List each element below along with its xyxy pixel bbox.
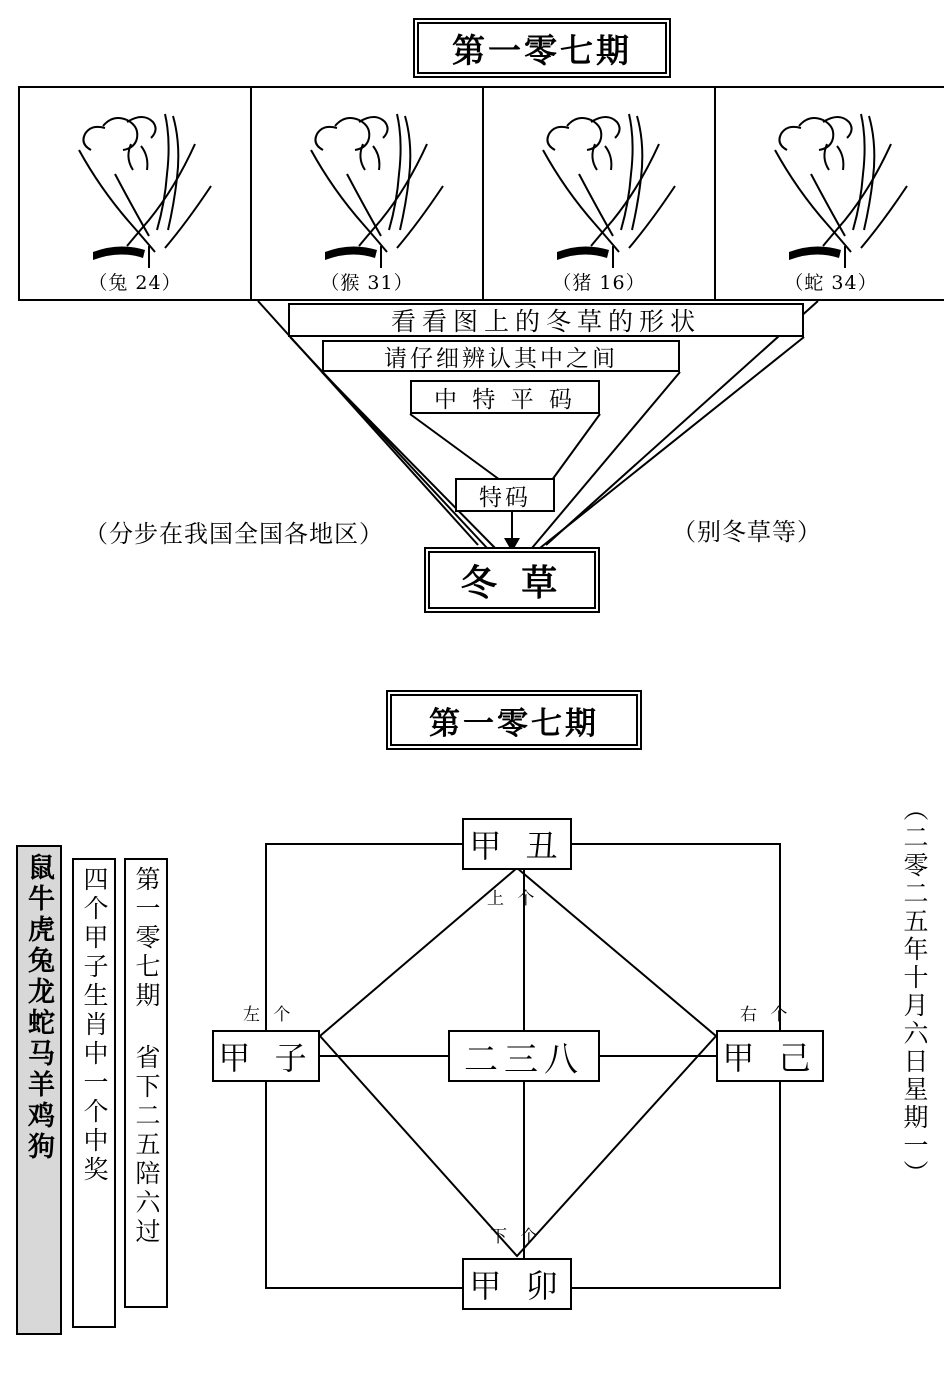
- orchid-plant-icon: [45, 96, 225, 271]
- diagram-node-top: 甲 丑: [462, 818, 572, 870]
- diagram-node-right: 甲 己: [716, 1030, 824, 1082]
- answer-box: 冬 草: [428, 551, 596, 609]
- issue-column: 第一零七期 省下二五陪六过: [124, 858, 168, 1308]
- diagram-node-bottom: 甲 卯: [462, 1258, 572, 1310]
- diagram-label-left: 左 个: [243, 1005, 295, 1025]
- picture-caption: （兔 24）: [88, 272, 182, 294]
- orchid-plant-icon: [741, 96, 921, 271]
- picture-caption: （蛇 34）: [784, 272, 878, 294]
- picture-strip: [18, 86, 944, 301]
- diagram-label-up: 上 个: [487, 889, 539, 909]
- page-title-top: 第一零七期: [417, 22, 667, 74]
- picture-cell: [20, 88, 252, 299]
- diagram-node-left: 甲 子: [212, 1030, 320, 1082]
- picture-cell: [252, 88, 484, 299]
- page-title-bottom: 第一零七期: [390, 694, 638, 746]
- diagram-node-center: 二三八: [448, 1030, 600, 1082]
- diagram-label-right: 右 个: [740, 1005, 792, 1025]
- date-column: （二零二五年十月六日星期一）: [892, 790, 934, 1325]
- picture-caption: （猴 31）: [320, 272, 414, 294]
- funnel-line-2: 请仔细辨认其中之间: [322, 340, 680, 372]
- special-code-box: 特码: [455, 478, 555, 512]
- picture-cell: [484, 88, 716, 299]
- picture-cell: [716, 88, 944, 299]
- note-left: （分步在我国全国各地区）: [84, 520, 384, 548]
- zodiac-column: 鼠牛虎兔龙蛇马羊鸡狗: [16, 845, 62, 1335]
- slogan-column: 四个甲子生肖中一个中奖: [72, 858, 116, 1328]
- funnel-line-1: 看看图上的冬草的形状: [288, 303, 804, 337]
- orchid-plant-icon: [277, 96, 457, 271]
- diagram-label-down: 下 个: [490, 1227, 542, 1247]
- picture-caption: （猪 16）: [552, 272, 646, 294]
- funnel-line-3: 中 特 平 码: [410, 380, 600, 414]
- orchid-plant-icon: [509, 96, 689, 271]
- note-right: （别冬草等）: [672, 518, 822, 546]
